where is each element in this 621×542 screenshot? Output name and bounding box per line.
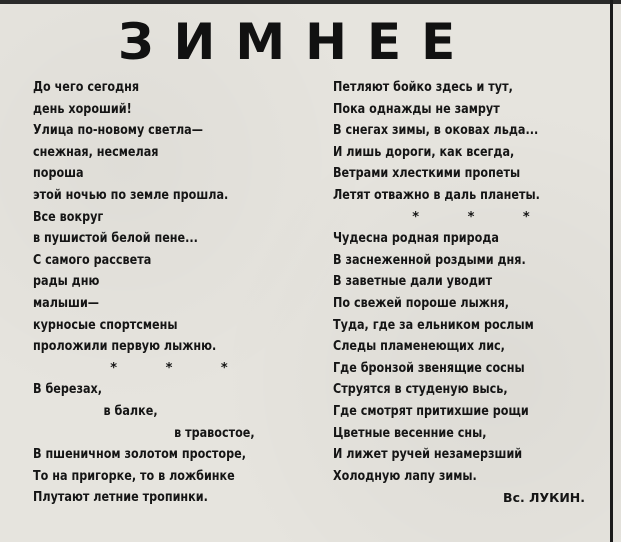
poem-line: в травостое, — [174, 424, 255, 441]
poem-line: Струятся в студеную высь, — [333, 381, 508, 398]
poem-line: Туда, где за ельником рослым — [333, 316, 534, 333]
poem-line: В березах, — [33, 381, 103, 398]
stanza-separator: * * * — [412, 209, 552, 225]
poem-line: Чудесна родная природа — [333, 230, 499, 247]
poem-line: этой ночью по земле прошла. — [33, 186, 229, 203]
poem-line: В заветные дали уводит — [333, 273, 493, 290]
poem-line: проложили первую лыжню. — [33, 338, 217, 355]
poem-line: Все вокруг — [33, 208, 104, 225]
poem-line: рады дню — [33, 273, 100, 290]
poem-line: В пшеничном золотом просторе, — [33, 446, 247, 463]
stanza-separator: * * * — [110, 360, 250, 376]
poem-line: день хороший! — [33, 100, 132, 117]
poem-line: курносые спортсмены — [33, 316, 178, 333]
poem-line: Следы пламенеющих лис, — [333, 338, 505, 355]
poem-line: Где бронзой звенящие сосны — [333, 359, 525, 376]
poem-line: малыши— — [33, 294, 100, 311]
author-signature: Вс. ЛУКИН. — [503, 490, 585, 506]
left-column — [33, 77, 305, 509]
poem-line: Петляют бойко здесь и тут, — [333, 79, 513, 95]
poem-line: Летят отважно в даль планеты. — [333, 186, 540, 203]
poem-title: ЗИМНЕЕ — [118, 13, 476, 71]
poem-line: В снегах зимы, в оковах льда... — [333, 122, 539, 139]
poem-line: Холодную лапу зимы. — [333, 467, 477, 484]
poem-line: в пушистой белой пене... — [33, 230, 198, 247]
poem-line: в балке, — [103, 402, 158, 419]
poem-line: Цветные весенние сны, — [333, 424, 487, 441]
poem-line: Улица по-новому светла— — [33, 122, 203, 139]
poem-line: По свежей пороше лыжня, — [333, 294, 510, 311]
poem-line: Где смотрят притихшие рощи — [333, 402, 529, 419]
poem-line: пороша — [33, 165, 84, 182]
poem-line: То на пригорке, то в ложбинке — [33, 467, 235, 484]
right-column-rule — [610, 0, 613, 542]
right-column — [333, 77, 609, 509]
poem-line: Плутают летние тропинки. — [33, 489, 208, 506]
poem-line: Ветрами хлесткими пропеты — [333, 165, 521, 182]
top-border-rule — [0, 0, 621, 4]
poem-line: снежная, несмелая — [33, 143, 159, 160]
poem-line: С самого рассвета — [33, 251, 152, 268]
poem-line: И лишь дороги, как всегда, — [333, 143, 515, 160]
poem-line: Пока однажды не замрут — [333, 100, 500, 117]
poem-line: До чего сегодня — [33, 79, 140, 95]
poem-line: В заснеженной роздыми дня. — [333, 251, 526, 268]
poem-line: И лижет ручей незамерзший — [333, 446, 523, 463]
